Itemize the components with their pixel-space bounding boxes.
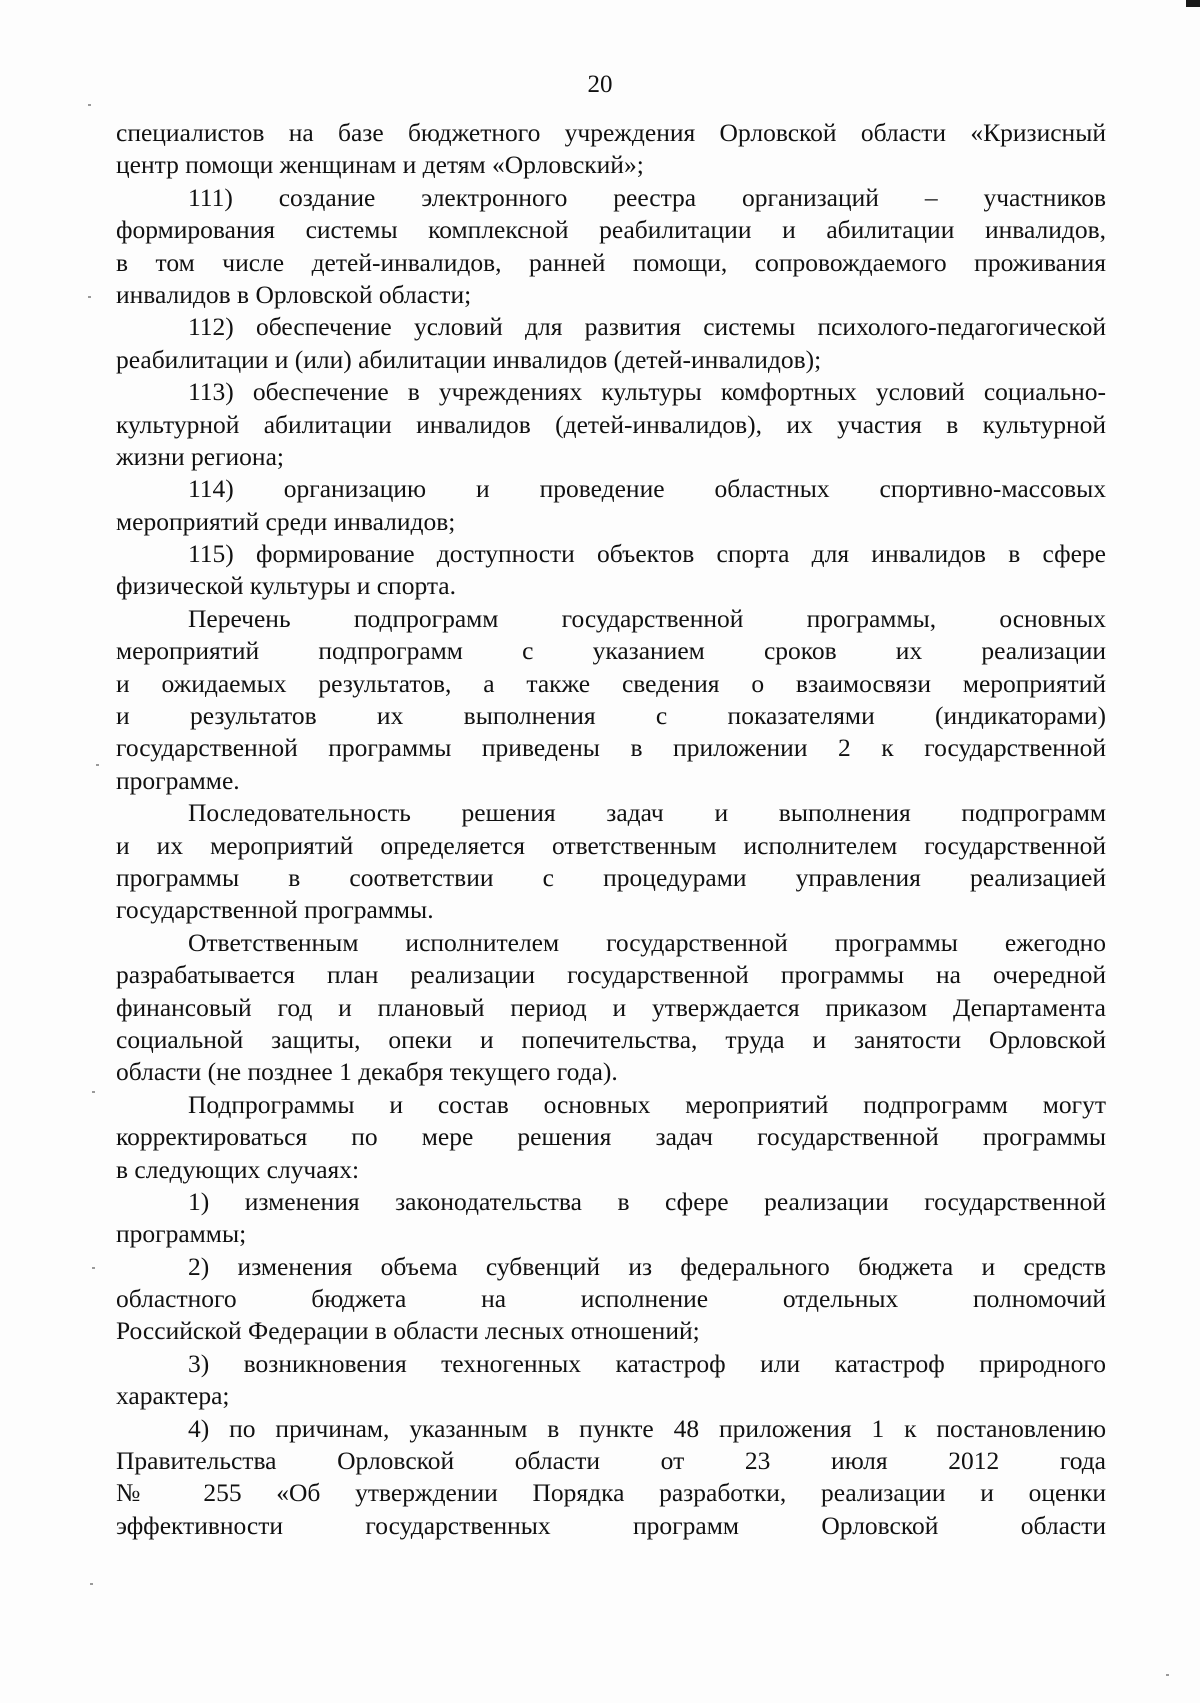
text-line: культурной абилитации инвалидов (детей-инвалидов), их участия в культурной — [116, 409, 1106, 439]
text-line: 112) обеспечение условий для развития системы психолого-педагогической — [188, 312, 1106, 342]
text-line: финансовый год и плановый период и утверждается приказом Департамента — [116, 992, 1106, 1022]
text-line: 4) по причинам, указанным в пункте 48 приложения 1 к постановлению — [188, 1413, 1106, 1443]
text-line: 115) формирование доступности объектов спорта для инвалидов в сфере — [188, 539, 1106, 569]
text-line: и ожидаемых результатов, а также сведения о взаимосвязи мероприятий — [116, 668, 1106, 698]
text-line: Ответственным исполнителем государственной программы ежегодно — [188, 927, 1106, 957]
text-line: в том числе детей-инвалидов, ранней помощи, сопровождаемого проживания — [116, 247, 1106, 277]
text-line: в следующих случаях: — [116, 1154, 360, 1184]
text-line: 1) изменения законодательства в сфере реализации государственной — [188, 1186, 1106, 1216]
text-line: и их мероприятий определяется ответственным исполнителем государственной — [116, 830, 1106, 860]
text-line: 114) организацию и проведение областных спортивно-массовых — [188, 474, 1106, 504]
text-line: № 255 «Об утверждении Порядка разработки, реализации и оценки — [116, 1478, 1106, 1508]
text-line: Правительства Орловской области от 23 июля 2012 года — [116, 1446, 1106, 1476]
text-line: областного бюджета на исполнение отдельных полномочий — [116, 1284, 1106, 1314]
text-line: и результатов их выполнения с показателями (индикаторами) — [116, 701, 1106, 731]
text-line: Перечень подпрограмм государственной программы, основных — [188, 603, 1106, 633]
text-line: Подпрограммы и состав основных мероприятий подпрограмм могут — [188, 1089, 1106, 1119]
text-line: реабилитации и (или) абилитации инвалидов (детей-инвалидов); — [116, 344, 822, 374]
text-line: государственной программы приведены в приложении 2 к государственной — [116, 733, 1106, 763]
scan-speck — [88, 104, 91, 106]
text-line: 113) обеспечение в учреждениях культуры комфортных условий социально- — [188, 377, 1106, 407]
text-line: области (не позднее 1 декабря текущего года). — [116, 1057, 618, 1087]
text-line: формирования системы комплексной реабилитации и абилитации инвалидов, — [116, 215, 1106, 245]
text-line: Последовательность решения задач и выполнения подпрограмм — [188, 798, 1106, 828]
scan-edge-mark — [1186, 0, 1200, 7]
scan-speck — [88, 296, 91, 298]
document-body — [116, 117, 1106, 1542]
text-line: 3) возникновения техногенных катастроф или катастроф природного — [188, 1348, 1106, 1378]
text-line: разрабатывается план реализации государственной программы на очередной — [116, 960, 1106, 990]
text-line: жизни региона; — [116, 441, 284, 471]
scan-speck — [92, 1267, 95, 1269]
text-line: корректироваться по мере решения задач государственной программы — [116, 1122, 1106, 1152]
text-line: программе. — [116, 765, 240, 795]
text-line: специалистов на базе бюджетного учреждения Орловской области «Кризисный — [116, 118, 1106, 147]
text-line: социальной защиты, опеки и попечительства, труда и занятости Орловской — [116, 1024, 1106, 1054]
page-number: 20 — [587, 71, 613, 98]
text-line: эффективности государственных программ Орловской области — [116, 1510, 1106, 1540]
text-line: характера; — [116, 1381, 230, 1411]
text-line: 2) изменения объема субвенций из федерального бюджета и средств — [188, 1251, 1106, 1281]
scan-speck — [1166, 1674, 1169, 1676]
text-line: программы; — [116, 1219, 247, 1249]
scan-speck — [92, 1091, 95, 1093]
text-line: инвалидов в Орловской области; — [116, 279, 472, 309]
text-line: программы в соответствии с процедурами управления реализацией — [116, 862, 1106, 892]
text-line: государственной программы. — [116, 895, 434, 925]
scan-speck — [90, 1583, 93, 1585]
text-line: 111) создание электронного реестра организаций – участников — [188, 182, 1106, 212]
scan-speck — [96, 764, 99, 766]
text-line: мероприятий подпрограмм с указанием сроков их реализации — [116, 636, 1106, 666]
text-line: мероприятий среди инвалидов; — [116, 506, 456, 536]
text-line: Российской Федерации в области лесных отношений; — [116, 1316, 700, 1346]
text-line: центр помощи женщинам и детям «Орловский»; — [116, 150, 644, 180]
text-line: физической культуры и спорта. — [116, 571, 457, 601]
